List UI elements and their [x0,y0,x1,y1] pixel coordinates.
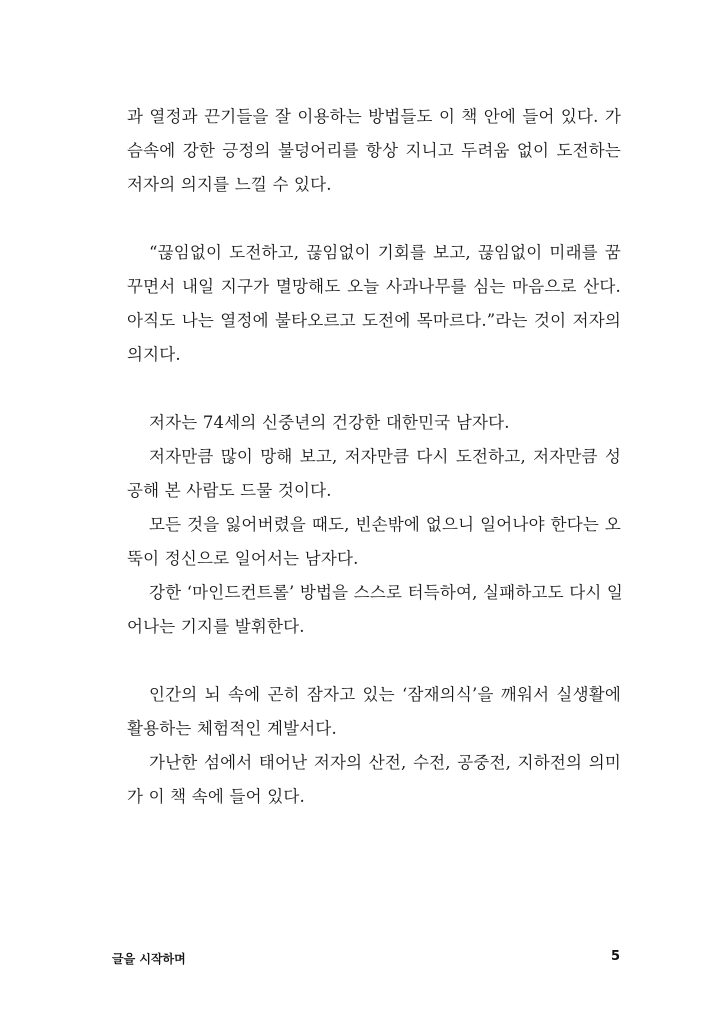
text-line: 의지다. [127,345,181,364]
paragraph-4 [127,440,621,508]
running-footer-title: 글을 시작하며 [112,952,186,966]
text-line: 모든 것을 잃어버렸을 때도, 빈손밖에 없으니 일어나야 한다는 오 [149,515,621,534]
text-line: 인간의 뇌 속에 곤히 잠자고 있는 ‘잠재의식’을 깨워서 실생활에 [149,685,621,704]
text-line: 가난한 섬에서 태어난 저자의 산전, 수전, 공중전, 지하전의 의미 [149,753,621,772]
text-line: 어나는 기지를 발휘한다. [127,617,305,636]
text-line: 과 열정과 끈기들을 잘 이용하는 방법들도 이 책 안에 들어 있다. 가 [127,107,621,126]
text-line: 공해 본 사람도 드물 것이다. [127,481,332,500]
text-line: “끊임없이 도전하고, 끊임없이 기회를 보고, 끊임없이 미래를 꿈 [149,243,621,262]
paragraph-1 [127,100,621,202]
paragraph-gap [127,202,621,236]
text-line: 아직도 나는 열정에 불타오르고 도전에 목마르다.”라는 것이 저자의 [127,311,621,330]
text-line: 가 이 책 속에 들어 있다. [127,787,305,806]
text-line: 슴속에 강한 긍정의 불덩어리를 항상 지니고 두려움 없이 도전하는 [127,141,621,160]
paragraph-gap [127,372,621,406]
paragraph-3 [127,406,621,440]
paragraph-5 [127,508,621,576]
paragraph-8 [127,746,621,814]
paragraph-gap [127,644,621,678]
paragraph-6 [127,576,624,644]
paragraph-7 [127,678,621,746]
text-line: 강한 ‘마인드컨트롤’ 방법을 스스로 터득하여, 실패하고도 다시 일 [149,583,624,602]
paragraph-2 [127,236,621,372]
text-line: 저자는 74세의 신중년의 건강한 대한민국 남자다. [149,413,510,432]
page-number: 5 [610,949,620,964]
text-line: 뚝이 정신으로 일어서는 남자다. [127,549,359,568]
text-line: 꾸면서 내일 지구가 멸망해도 오늘 사과나무를 심는 마음으로 산다. [127,277,621,296]
text-line: 저자만큼 많이 망해 보고, 저자만큼 다시 도전하고, 저자만큼 성 [149,447,621,466]
text-line: 저자의 의지를 느낄 수 있다. [127,175,332,194]
text-line: 활용하는 체험적인 계발서다. [127,719,338,738]
body-text [127,100,624,814]
